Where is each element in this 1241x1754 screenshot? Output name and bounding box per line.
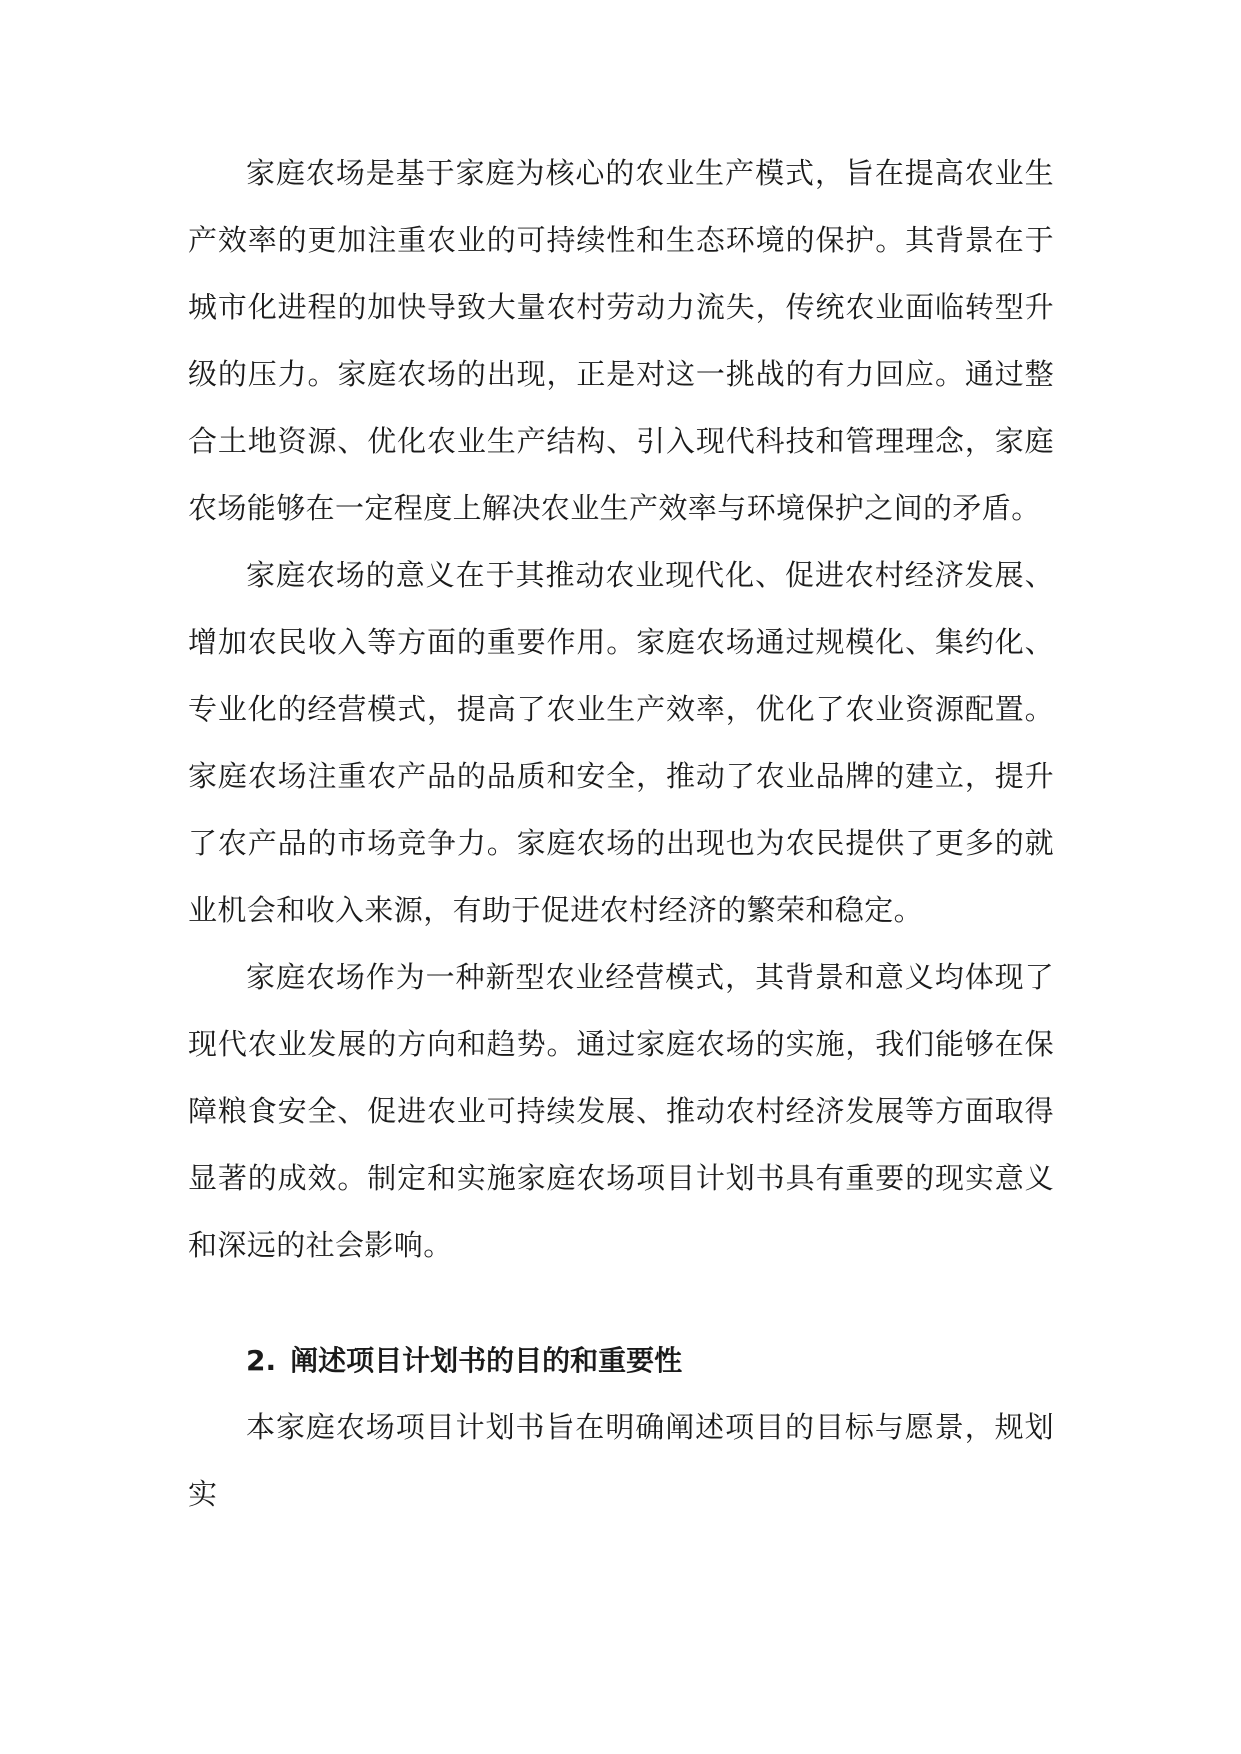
section-paragraph: 本家庭农场项目计划书旨在明确阐述项目的目标与愿景，规划实 bbox=[188, 1410, 1054, 1511]
section-heading bbox=[188, 1327, 1054, 1394]
document-body bbox=[188, 140, 1054, 1528]
section-title: 阐述项目计划书的目的和重要性 bbox=[290, 1344, 683, 1377]
body-paragraph-3: 家庭农场作为一种新型农业经营模式，其背景和意义均体现了现代农业发展的方向和趋势。通过家庭农场的实施，我们能够在保障粮食安全、促进农业可持续发展、推动农村经济发展等方面取得显著的成效。制定和实施家庭农场项目计划书具有重要的现实意义和深远的社会影响。 bbox=[188, 960, 1054, 1262]
body-paragraph-2: 家庭农场的意义在于其推动农业现代化、促进农村经济发展、增加农民收入等方面的重要作用。家庭农场通过规模化、集约化、专业化的经营模式，提高了农业生产效率，优化了农业资源配置。家庭农场注重农产品的品质和安全，推动了农业品牌的建立，提升了农产品的市场竞争力。家庭农场的出现也为农民提供了更多的就业机会和收入来源，有助于促进农村经济的繁荣和稳定。 bbox=[188, 558, 1054, 927]
section-number: 2. bbox=[246, 1344, 277, 1377]
body-paragraph-1: 家庭农场是基于家庭为核心的农业生产模式，旨在提高农业生产效率的更加注重农业的可持续性和生态环境的保护。其背景在于城市化进程的加快导致大量农村劳动力流失，传统农业面临转型升级的压力。家庭农场的出现，正是对这一挑战的有力回应。通过整合土地资源、优化农业生产结构、引入现代科技和管理理念，家庭农场能够在一定程度上解决农业生产效率与环境保护之间的矛盾。 bbox=[188, 156, 1054, 525]
